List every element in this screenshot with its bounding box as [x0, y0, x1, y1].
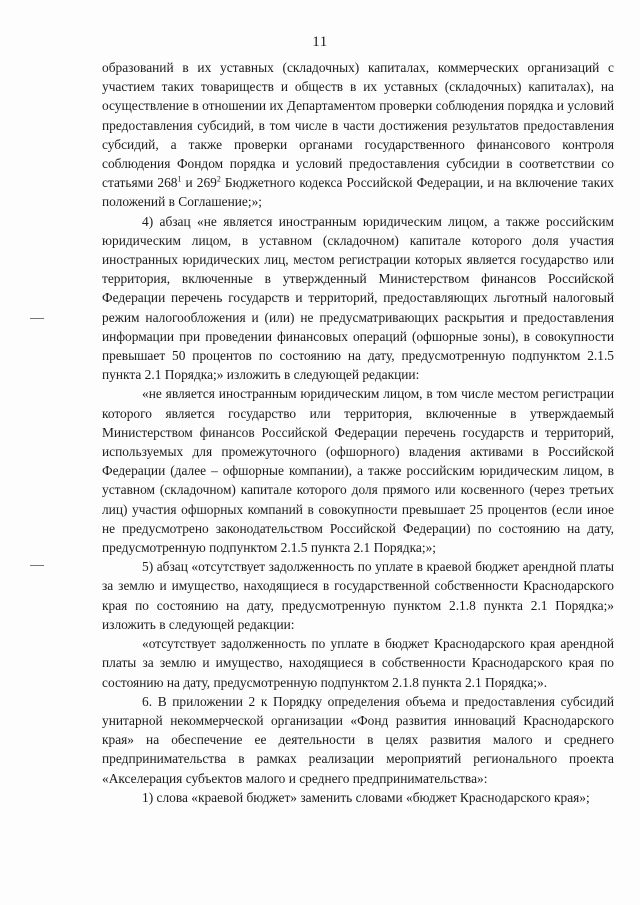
paragraph-item-4: 4) абзац «не является иностранным юридическим лицом, а также российским юридическим лицом, в уставном (складочном) капитале которого доля участия иностранных юридических лиц, местом регистрации которых является государство или территория, включенные в утвержденный Министерством финансов Российской Федерации перечень государств и территорий, предоставляющих льготный налоговый режим налогообложения и (или) не предусматривающих раскрытия и предоставления информации при проведении финансовых операций (офшорные зоны), в совокупности превышает 50 процентов по состоянию на дату, предусмотренную подпунктом 2.1.5 пункта 2.1 Порядка;» изложить в следующей редакции:	[102, 213, 614, 383]
text-run: образований в их уставных (складочных) капиталах, коммерческих организаций с участием таких товариществ и обществ в их уставных (складочных) капиталах), на осуществление в отношении их Департаментом проверки соблюдения порядка и условий предоставления субсидий, в том числе в части достижения результатов предоставления субсидий, а также проверки органами государственного финансового контроля соблюдения Фондом порядка и условий предоставления субсидии в соответствии со статьями 268	[102, 60, 614, 191]
superscript: 2	[216, 174, 221, 184]
document-body	[102, 58, 614, 807]
superscript: 1	[177, 174, 182, 184]
paragraph-item-4-new-wording: «не является иностранным юридическим лицом, в том числе местом регистрации которого является государство или территория, включенные в утверждаемый Министерством финансов Российской Федерации перечень государств и территорий, используемых для промежуточного (офшорного) владения активами в Российской Федерации (далее – офшорные компании), а также российским юридическим лицом, в уставном (складочном) капитале которого доля прямого или косвенного (через третьих лиц) участия офшорных компаний в совокупности превышает 25 процентов (если иное не предусмотрено законодательством Российской Федерации) по состоянию на дату, предусмотренную подпунктом 2.1.5 пункта 2.1 Порядка;»;	[102, 386, 614, 556]
paragraph-continuation	[102, 58, 614, 212]
text-run: и 269	[181, 175, 217, 191]
paragraph-item-5-new-wording: «отсутствует задолженность по уплате в бюджет Краснодарского края арендной платы за землю и имущество, находящиеся в собственности Краснодарского края по состоянию на дату, предусмотренную подпунктом 2.1.8 пункта 2.1 Порядка;».	[102, 636, 614, 690]
margin-mark	[30, 318, 44, 319]
margin-mark	[30, 565, 44, 566]
text-run: Бюджетного кодекса Российской Федерации, и на включение таких положений в Соглашение;»;	[102, 175, 614, 210]
paragraph-section-6: 6. В приложении 2 к Порядку определения объема и предоставления субсидий унитарной некоммерческой организации «Фонд развития инноваций Краснодарского края» на обеспечение ее деятельности в целях развития малого и среднего предпринимательства в рамках реализации мероприятий регионального проекта «Акселерация субъектов малого и среднего предпринимательства»:	[102, 693, 614, 786]
paragraph-item-5: 5) абзац «отсутствует задолженность по уплате в краевой бюджет арендной платы за землю и имущество, находящиеся в государственной собственности Краснодарского края по состоянию на дату, предусмотренную пунктом 2.1.8 пункта 2.1 Порядка;» изложить в следующей редакции:	[102, 559, 614, 632]
paragraph-section-6-item-1: 1) слова «краевой бюджет» заменить словами «бюджет Краснодарского края»;	[142, 789, 590, 805]
page-number: 11	[312, 34, 328, 50]
